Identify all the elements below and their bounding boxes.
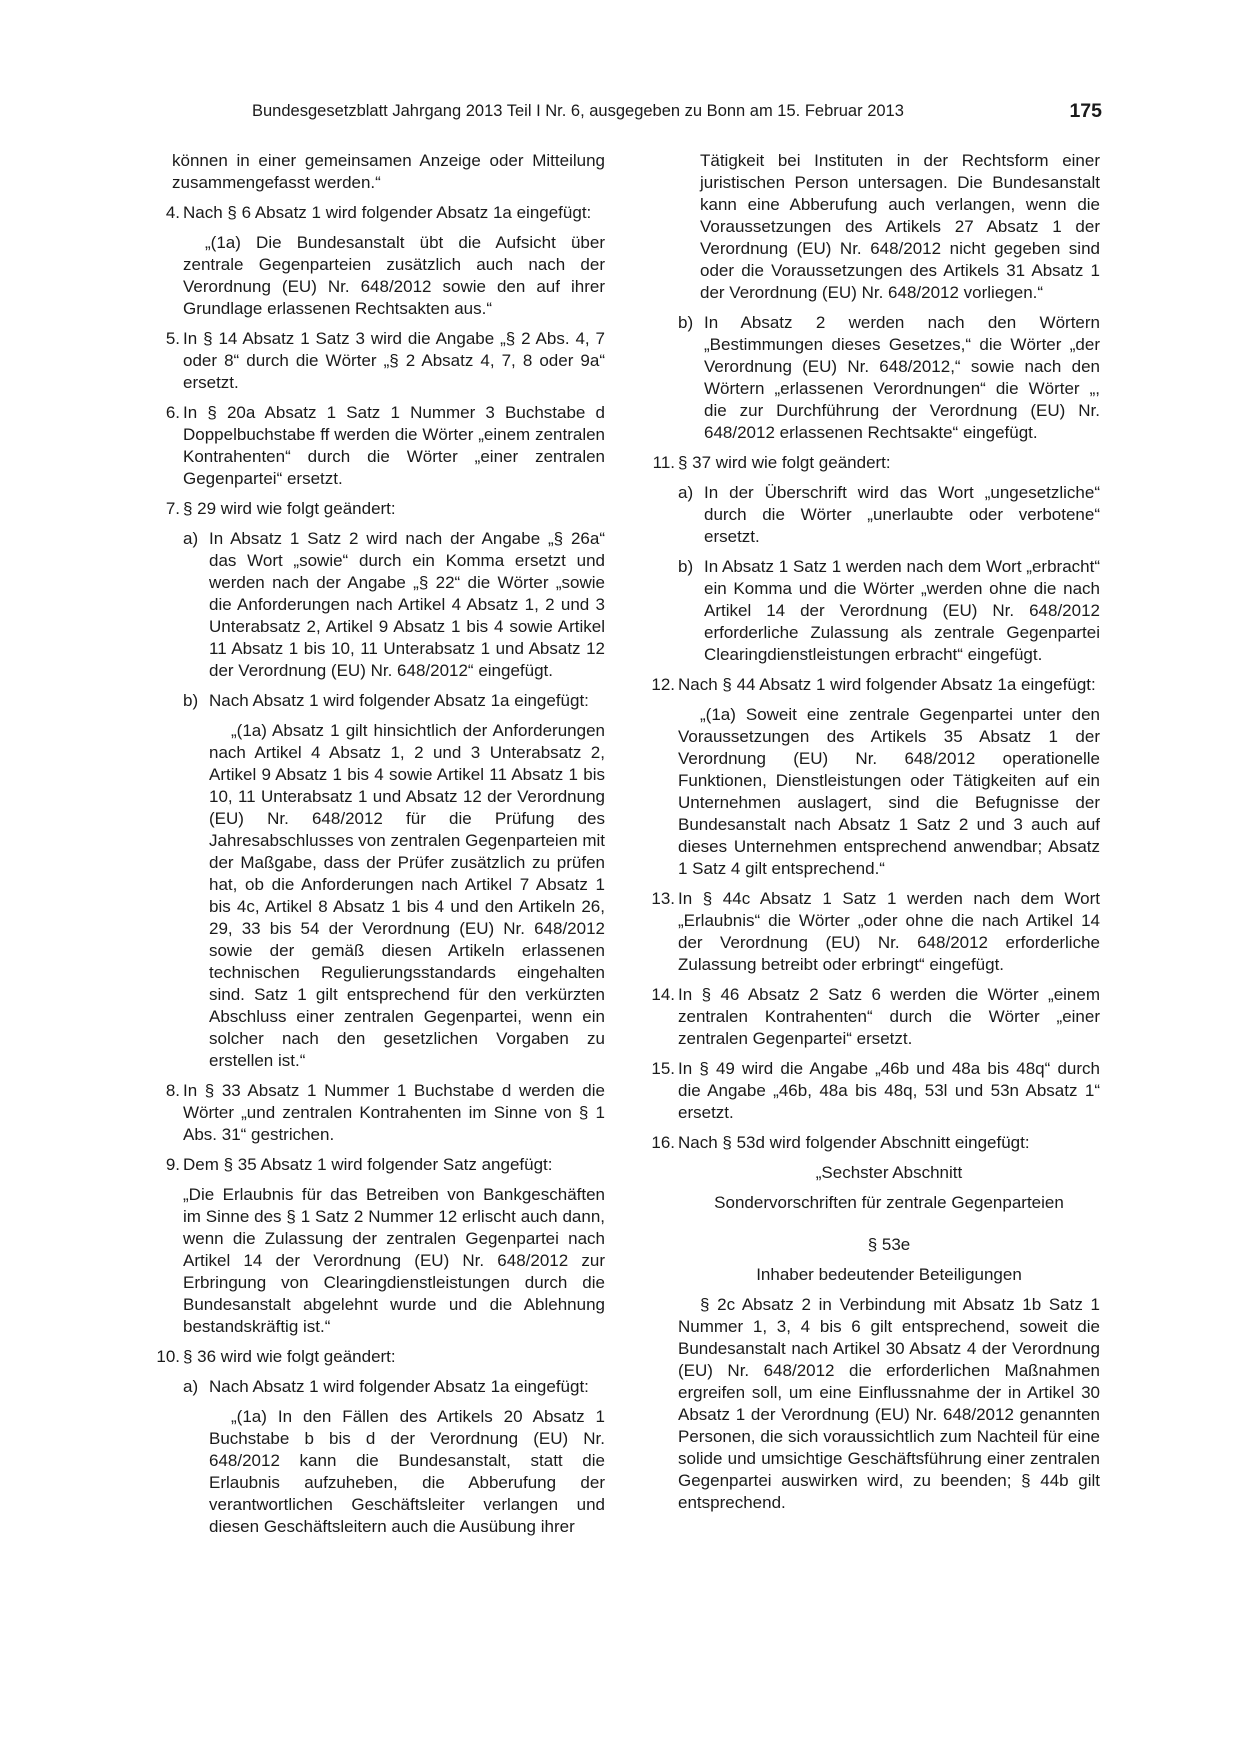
item-number: 10. xyxy=(156,1347,180,1366)
sub-item-text: Nach Absatz 1 wird folgender Absatz 1a eingefügt: xyxy=(209,691,589,710)
item-number: 5. xyxy=(165,329,180,348)
sub-item-text: In Absatz 1 Satz 2 wird nach der Angabe „§ 26a“ das Wort „sowie“ durch ein Komma ersetzt und werden nach der Angabe „§ 22“ die Wörter „sowie die Anforderungen nach Artikel 4 Absatz 1, 2 und 3 Unterabsatz 2, Artikel 9 Absatz 1 bis 4 sowie Artikel 11 Absatz 1 bis 10, 11 Unterabsatz 1 und Absatz 12 der Verordnung (EU) Nr. 648/2012“ eingefügt. xyxy=(209,529,605,680)
section-heading: „Sechster Abschnitt xyxy=(815,1163,963,1182)
sub-item-label: b) xyxy=(183,691,199,710)
item-number: 7. xyxy=(165,499,180,518)
item-number: 11. xyxy=(652,453,675,472)
list-item-7 xyxy=(150,498,605,1072)
sub-item-a xyxy=(183,1376,605,1538)
item-number: 9. xyxy=(165,1155,180,1174)
item-text: § 37 wird wie folgt geändert: xyxy=(678,453,891,472)
sub-item-b xyxy=(183,690,605,1072)
item-text: In § 33 Absatz 1 Nummer 1 Buchstabe d werden die Wörter „und zentralen Kontrahenten im Sinne von § 1 Abs. 31“ gestrichen. xyxy=(183,1081,605,1144)
item-number: 15. xyxy=(651,1059,675,1078)
list-item-16 xyxy=(645,1132,1100,1514)
item-quote: „(1a) In den Fällen des Artikels 20 Absatz 1 Buchstabe b bis d der Verordnung (EU) Nr. 648/2012 kann die Bundesanstalt, statt die Erlaubnis aufzuheben, die Abberufung der verantwortlichen Geschäftsleiter verlangen und diesen Geschäftsleitern auch die Ausübung ihrer xyxy=(209,1407,605,1536)
item-text: Dem § 35 Absatz 1 wird folgender Satz angefügt: xyxy=(183,1155,553,1174)
sub-item-a xyxy=(678,482,1100,548)
list-item-11 xyxy=(645,452,1100,666)
item-number: 8. xyxy=(165,1081,180,1100)
sub-item-label: a) xyxy=(678,483,694,502)
item-quote-continuation: Tätigkeit bei Instituten in der Rechtsform einer juristischen Person untersagen. Die Bundesanstalt kann eine Abberufung auch verlangen, wenn die Voraussetzungen des Artikels 27 Absatz 1 der Verordnung (EU) Nr. 648/2012 nicht gegeben sind oder die Voraussetzungen des Artikels 31 Absatz 1 der Verordnung (EU) Nr. 648/2012 vorliegen.“ xyxy=(700,151,1100,302)
sub-item-b xyxy=(678,556,1100,666)
sub-item-text: Nach Absatz 1 wird folgender Absatz 1a eingefügt: xyxy=(209,1377,589,1396)
intro-continuation: können in einer gemeinsamen Anzeige oder Mitteilung zusammengefasst werden.“ xyxy=(172,151,605,192)
item-number: 4. xyxy=(165,203,180,222)
list-item-14 xyxy=(645,984,1100,1050)
item-text: Nach § 6 Absatz 1 wird folgender Absatz 1a eingefügt: xyxy=(183,203,592,222)
list-item-12 xyxy=(645,674,1100,880)
item-quote: „Die Erlaubnis für das Betreiben von Bankgeschäften im Sinne des § 1 Satz 2 Nummer 12 erlischt auch dann, wenn die Zulassung der zentralen Gegenpartei nach Artikel 14 der Verordnung (EU) Nr. 648/2012 zur Erbringung von Clearingdienstleistungen durch die Bundesanstalt abgelehnt wurde und die Ablehnung bestandskräftig ist.“ xyxy=(183,1185,605,1336)
list-item-15 xyxy=(645,1058,1100,1124)
header-title: Bundesgesetzblatt Jahrgang 2013 Teil I Nr. 6, ausgegeben zu Bonn am 15. Februar 2013 xyxy=(252,102,904,120)
paragraph-title: Inhaber bedeutender Beteiligungen xyxy=(756,1265,1022,1284)
item-text: § 36 wird wie folgt geändert: xyxy=(183,1347,396,1366)
item-number: 12. xyxy=(651,675,675,694)
item-text: Nach § 44 Absatz 1 wird folgender Absatz 1a eingefügt: xyxy=(678,675,1096,694)
list-item-6 xyxy=(150,402,605,490)
list-item-9 xyxy=(150,1154,605,1338)
sub-item-label: b) xyxy=(678,313,694,332)
page-header xyxy=(152,100,1102,130)
sub-item-text: In der Überschrift wird das Wort „ungesetzliche“ durch die Wörter „unerlaubte oder verbotene“ ersetzt. xyxy=(704,483,1100,546)
sub-item-label: b) xyxy=(678,557,694,576)
list-item-10 xyxy=(150,1346,605,1538)
sub-item-text: In Absatz 1 Satz 1 werden nach dem Wort „erbracht“ ein Komma und die Wörter „werden ohne die nach Artikel 14 der Verordnung (EU) Nr. 648/2012 erforderliche Zulassung als zentrale Gegenpartei Clearingdienstleistungen erbracht“ eingefügt. xyxy=(704,557,1100,664)
list-item-5 xyxy=(150,328,605,394)
item-number: 14. xyxy=(651,985,675,1004)
item-text: In § 20a Absatz 1 Satz 1 Nummer 3 Buchstabe d Doppelbuchstabe ff werden die Wörter „einem zentralen Kontrahenten“ durch die Wörter „einer zentralen Gegenpartei“ ersetzt. xyxy=(183,403,605,488)
page-number: 175 xyxy=(1069,100,1102,122)
item-number: 13. xyxy=(651,889,675,908)
section-title: Sondervorschriften für zentrale Gegenparteien xyxy=(714,1193,1064,1212)
sub-item-label: a) xyxy=(183,1377,199,1396)
item-quote: „(1a) Die Bundesanstalt übt die Aufsicht über zentrale Gegenparteien zusätzlich auch nach der Verordnung (EU) Nr. 648/2012 sowie den auf ihrer Grundlage erlassenen Rechtsakten aus.“ xyxy=(183,233,605,318)
right-column xyxy=(645,150,1100,1514)
paragraph-number: § 53e xyxy=(867,1235,911,1254)
item-quote: „(1a) Absatz 1 gilt hinsichtlich der Anforderungen nach Artikel 4 Absatz 1, 2 und 3 Unterabsatz 2, Artikel 9 Absatz 1 bis 4 sowie Artikel 11 Absatz 1 bis 10, 11 Unterabsatz 1 und Absatz 12 der Verordnung (EU) Nr. 648/2012 für die Prüfung des Jahresabschlusses von zentralen Gegenparteien mit der Maßgabe, dass der Prüfer zusätzlich zu prüfen hat, ob die Anforderungen nach Artikel 7 Absatz 1 bis 4c, Artikel 8 Absatz 1 bis 4 und den Artikeln 26, 29, 33 bis 54 der Verordnung (EU) Nr. 648/2012 sowie der gemäß diesen Artikeln erlassenen technischen Regulierungsstandards eingehalten sind. Satz 1 gilt entsprechend für den verkürzten Abschluss einer zentralen Gegenpartei, wenn ein solcher nach den gesetzlichen Vorgaben zu erstellen ist.“ xyxy=(209,721,605,1070)
item-text: In § 44c Absatz 1 Satz 1 werden nach dem Wort „Erlaubnis“ die Wörter „oder ohne die nach Artikel 14 der Verordnung (EU) Nr. 648/2012 erforderliche Zulassung betreibt oder erbringt“ eingefügt. xyxy=(678,889,1100,974)
sub-item-text: In Absatz 2 werden nach den Wörtern „Bestimmungen dieses Gesetzes,“ die Wörter „der Verordnung (EU) Nr. 648/2012,“ sowie nach den Wörtern „erlassenen Verordnungen“ die Wörter „, die zur Durchführung der Verordnung (EU) Nr. 648/2012 erlassenen Rechtsakte“ eingefügt. xyxy=(704,313,1100,442)
list-item-13 xyxy=(645,888,1100,976)
item-text: In § 49 wird die Angabe „46b und 48a bis 48q“ durch die Angabe „46b, 48a bis 48q, 53l und 53n Absatz 1“ ersetzt. xyxy=(678,1059,1100,1122)
left-column xyxy=(150,150,605,1538)
sub-item-a xyxy=(183,528,605,682)
sub-item-b xyxy=(678,312,1100,444)
item-text: § 29 wird wie folgt geändert: xyxy=(183,499,396,518)
list-item-4 xyxy=(150,202,605,320)
sub-item-label: a) xyxy=(183,529,199,548)
item-number: 6. xyxy=(165,403,180,422)
item-text: Nach § 53d wird folgender Abschnitt eingefügt: xyxy=(678,1133,1030,1152)
item-number: 16. xyxy=(651,1133,675,1152)
list-item-8 xyxy=(150,1080,605,1146)
paragraph-text: § 2c Absatz 2 in Verbindung mit Absatz 1b Satz 1 Nummer 1, 3, 4 bis 6 gilt entsprechend, soweit die Bundesanstalt nach Artikel 30 Absatz 4 der Verordnung (EU) Nr. 648/2012 die erforderlichen Maßnahmen ergreifen soll, um eine Einflussnahme der in Artikel 30 Absatz 1 der Verordnung (EU) Nr. 648/2012 genannten Personen, die sich voraussichtlich zum Nachteil für eine solide und umsichtige Geschäftsführung einer zentralen Gegenpartei auswirken wird, zu beenden; § 44b gilt entsprechend. xyxy=(678,1295,1100,1512)
item-text: In § 46 Absatz 2 Satz 6 werden die Wörter „einem zentralen Kontrahenten“ durch die Wörter „einer zentralen Gegenpartei“ ersetzt. xyxy=(678,985,1100,1048)
item-quote: „(1a) Soweit eine zentrale Gegenpartei unter den Voraussetzungen des Artikels 35 Absatz 1 der Verordnung (EU) Nr. 648/2012 operationelle Funktionen, Dienstleistungen oder Tätigkeiten auf ein Unternehmen auslagert, sind die Befugnisse der Bundesanstalt nach Absatz 1 Satz 2 und 3 auch auf dieses Unternehmen entsprechend anwendbar; Absatz 1 Satz 4 gilt entsprechend.“ xyxy=(678,705,1100,878)
list-item-10-b xyxy=(645,312,1100,444)
item-text: In § 14 Absatz 1 Satz 3 wird die Angabe „§ 2 Abs. 4, 7 oder 8“ durch die Wörter „§ 2 Absatz 4, 7, 8 oder 9a“ ersetzt. xyxy=(183,329,605,392)
list-item-10-continued xyxy=(645,150,1100,304)
